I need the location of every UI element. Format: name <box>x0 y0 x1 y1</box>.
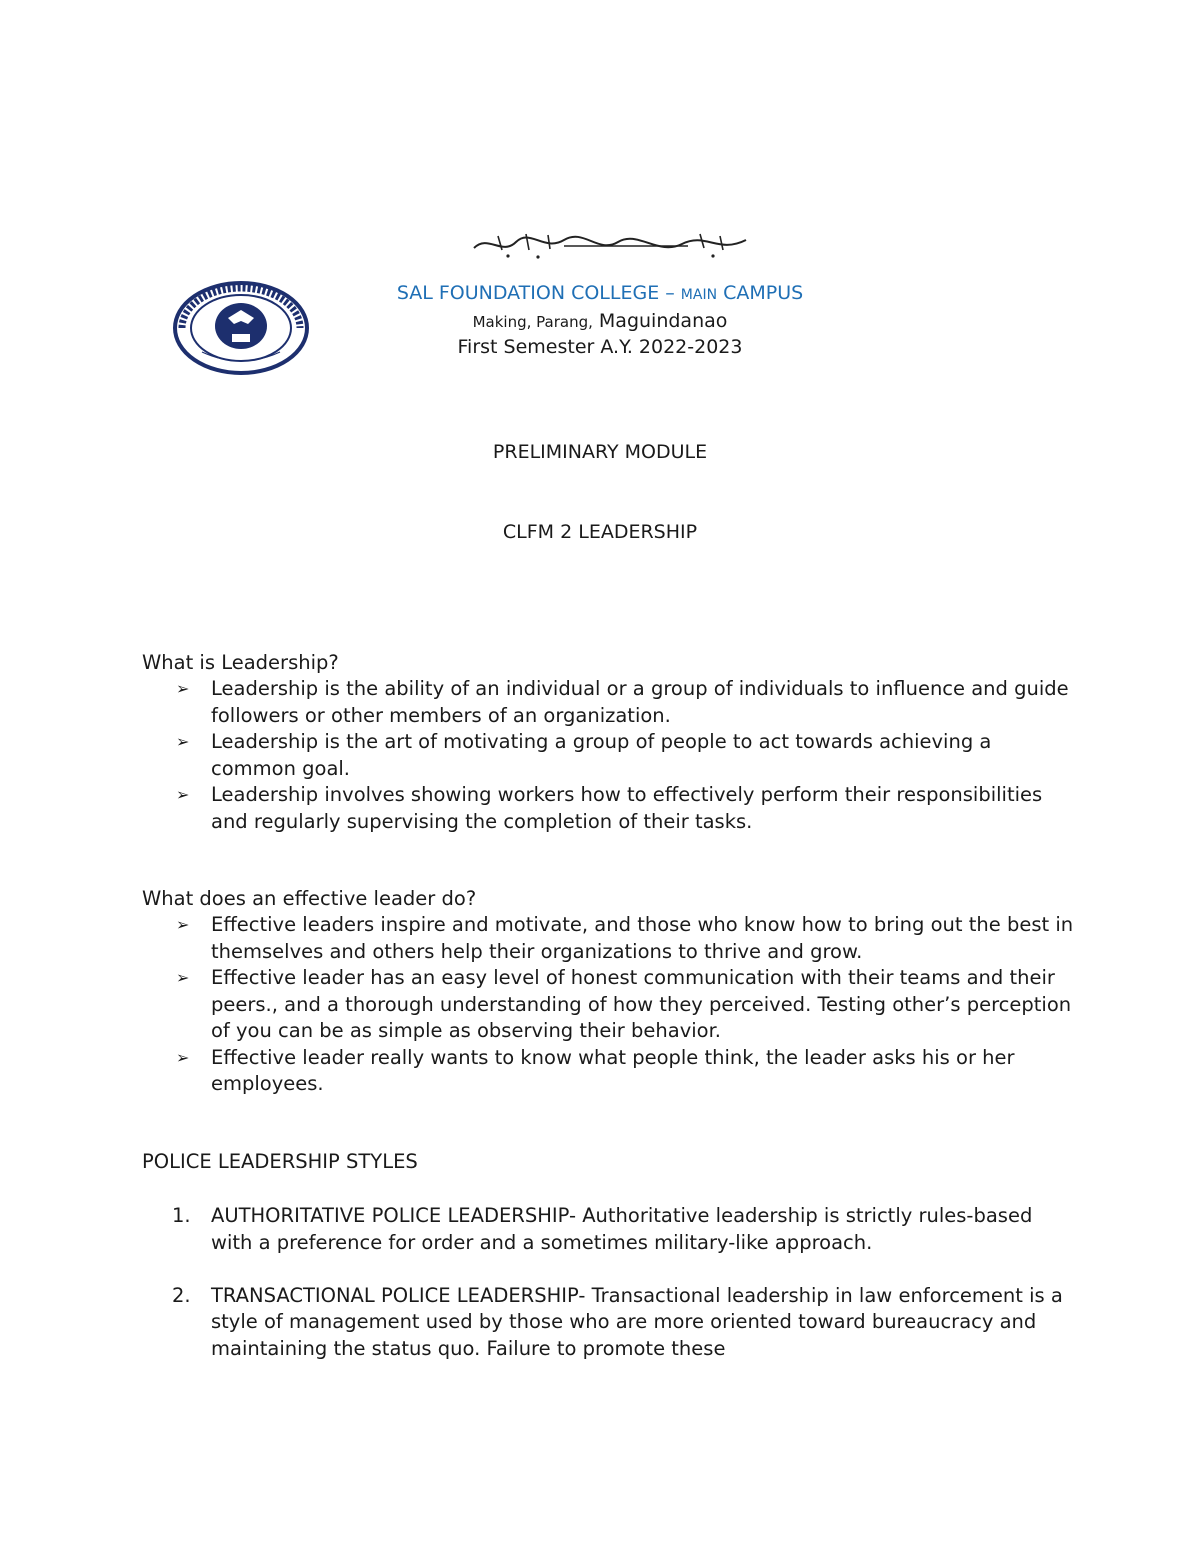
list-item: ➢ Leadership involves showing workers how to effectively perform their responsibilities and regularly supervising the completion of their tasks. <box>176 783 1043 833</box>
question-effective-leader: What does an effective leader do? <box>142 887 477 910</box>
leadership-styles-list <box>172 1203 1072 1362</box>
arrow-bullet-icon: ➢ <box>176 1047 190 1067</box>
list-item: ➢ Effective leaders inspire and motivate, and those who know how to bring out the best in themselves and others help their organizations to thrive and grow. <box>176 913 1074 963</box>
list-item: ➢ Effective leader has an easy level of honest communication with their teams and their peers., and a thorough understanding of how they perceived. Testing other’s perception of you can be as simple as observing their behavior. <box>176 966 1072 1042</box>
section-heading-police-leadership-styles: POLICE LEADERSHIP STYLES <box>142 1150 418 1173</box>
bismillah-calligraphy <box>468 226 752 266</box>
item-number: 1. <box>172 1204 191 1227</box>
list-item: 2. TRANSACTIONAL POLICE LEADERSHIP- Transactional leadership in law enforcement is a style of management used by those who are more oriented toward bureaucracy and maintaining the status quo. Failure to promote these <box>172 1283 1063 1360</box>
arrow-bullet-icon: ➢ <box>176 679 190 698</box>
arrow-bullet-icon: ➢ <box>176 915 190 934</box>
question-what-is-leadership: What is Leadership? <box>142 651 339 674</box>
list-item: ➢ Effective leader really wants to know what people think, the leader asks his or her employees. <box>176 1045 1015 1095</box>
leadership-definition-list <box>176 676 1076 835</box>
college-name: SAL FOUNDATION COLLEGE – MAIN CAMPUS <box>396 282 804 304</box>
list-item: ➢ Leadership is the art of motivating a group of people to act towards achieving a common goal. <box>176 730 992 780</box>
list-item: 1. AUTHORITATIVE POLICE LEADERSHIP- Authoritative leadership is strictly rules-based with a preference for order and a sometimes military-like approach. <box>172 1204 1033 1254</box>
item-number: 2. <box>172 1283 191 1307</box>
course-title: CLFM 2 LEADERSHIP <box>502 521 698 543</box>
arrow-bullet-icon: ➢ <box>176 732 190 751</box>
effective-leader-list <box>176 912 1076 1098</box>
arrow-bullet-icon: ➢ <box>176 968 190 987</box>
list-item: ➢ Leadership is the ability of an individual or a group of individuals to influence and guide followers or other members of an organization. <box>176 677 1069 727</box>
module-title: PRELIMINARY MODULE <box>492 441 708 463</box>
college-address: Making, Parang, Maguindanao <box>472 310 728 332</box>
arrow-bullet-icon: ➢ <box>176 785 190 804</box>
semester-line: First Semester A.Y. 2022-2023 <box>457 336 743 358</box>
